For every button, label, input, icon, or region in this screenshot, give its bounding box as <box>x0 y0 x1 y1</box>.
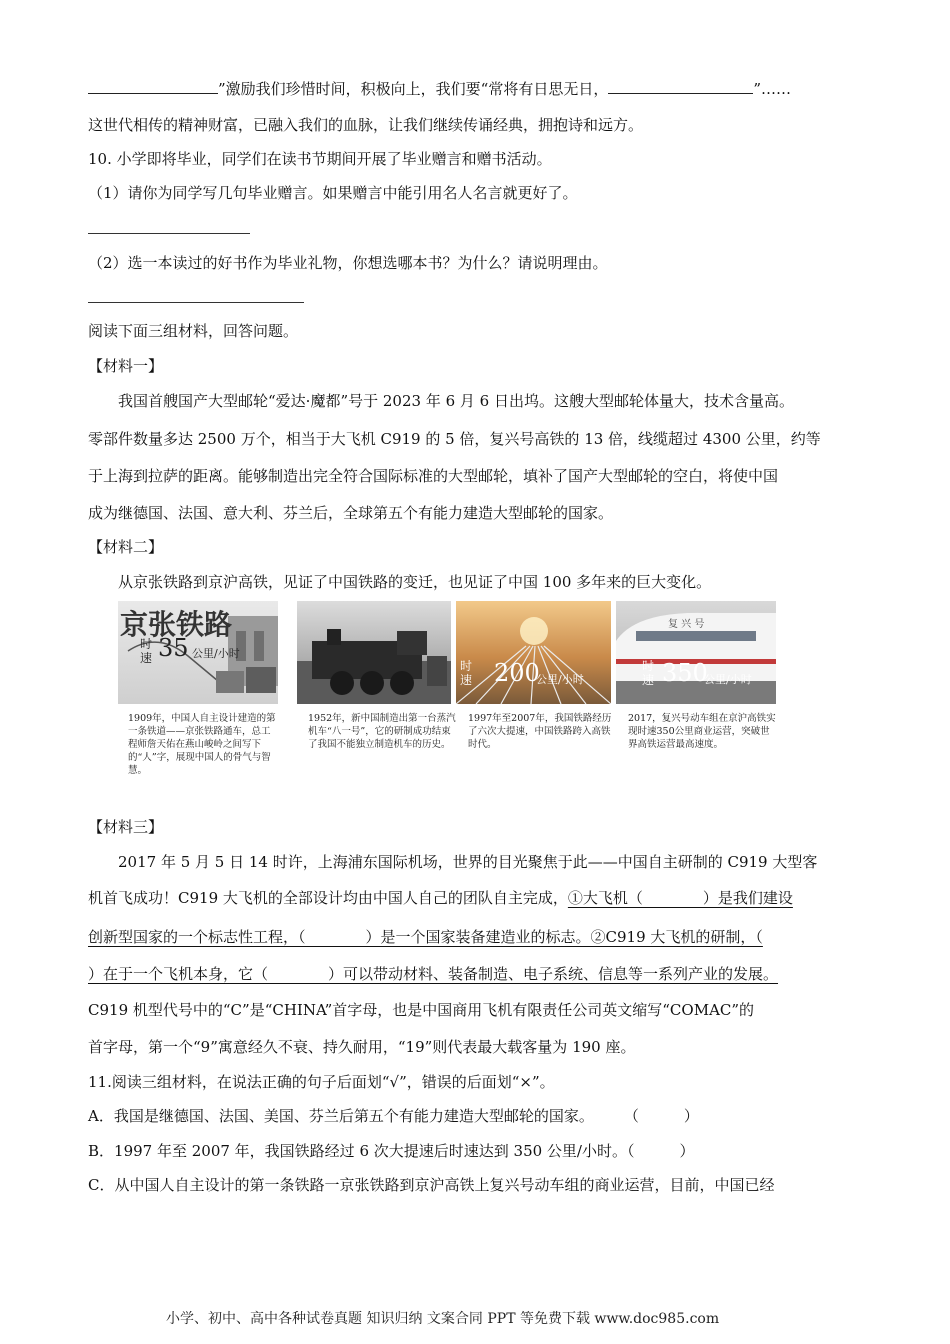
speed-label: 时 速 <box>642 659 655 687</box>
train-name: 复 兴 号 <box>668 619 705 630</box>
speed-label: 时 速 <box>140 637 153 665</box>
question-11: 11.阅读三组材料，在说法正确的句子后面划“√”，错误的后面划“×”。 <box>88 1073 555 1091</box>
material-3-text: 机首飞成功！C919 大飞机的全部设计均由中国人自己的团队自主完成，①大飞机（ ）是我们建设 <box>88 889 793 907</box>
answer-blank[interactable] <box>88 78 218 94</box>
speed-unit: 公里/小时 <box>192 647 240 660</box>
material-1-text: 于上海到拉萨的距离。能够制造出完全符合国际标准的大型邮轮，填补了国产大型邮轮的空白，将使中国 <box>88 467 779 485</box>
material-3-text: 2017 年 5 月 5 日 14 时许，上海浦东国际机场，世界的目光聚焦于此——中国自主研制的 C919 大型客 <box>118 853 818 871</box>
option-b[interactable]: B．1997 年至 2007 年，我国铁路经过 6 次大提速后时速达到 350 公里/小时。（ ） <box>88 1142 695 1160</box>
high-speed-tracks-image <box>456 601 611 704</box>
speed-unit: 公里/小时 <box>704 673 752 686</box>
answer-blank[interactable] <box>608 78 753 94</box>
material-3-heading: 【材料三】 <box>88 818 164 836</box>
question-10-part-2: （2）选一本读过的好书作为毕业礼物，你想选哪本书？为什么？请说明理由。 <box>88 254 608 272</box>
underlined-sentence: ）在于一个飞机本身，它（ ）可以带动材料、装备制造、电子系统、信息等一系列产业的发展。 <box>88 965 779 983</box>
speed-unit: 公里/小时 <box>536 673 584 686</box>
speed-label: 时 速 <box>460 659 473 687</box>
answer-line[interactable] <box>88 233 250 234</box>
panel-title: 京张铁路 <box>120 608 233 641</box>
material-3-text: 首字母，第一个“9”寓意经久不衰、持久耐用，“19”则代表最大载客量为 190 座。 <box>88 1038 636 1056</box>
underlined-sentence: 创新型国家的一个标志性工程，（ ）是一个国家装备建造业的标志。②C919 大飞机的研制，（ <box>88 928 763 946</box>
panel-caption: 1952年，新中国制造出第一台蒸汽机车“八一号”，它的研制成功结束了我国不能独立制造机车的历史。 <box>308 713 456 750</box>
panel-caption: 1909年，中国人自主设计建造的第一条铁道——京张铁路通车，总工程师詹天佑在燕山峻岭之间写下的“人”字，展现中国人的骨气与智慧。 <box>128 713 276 776</box>
question-10: 10. 小学即将毕业，同学们在读书节期间开展了毕业赠言和赠书活动。 <box>88 150 552 168</box>
intro-line-2: 这世代相传的精神财富，已融入我们的血脉，让我们继续传诵经典，拥抱诗和远方。 <box>88 116 644 134</box>
steam-locomotive-image <box>297 601 451 704</box>
option-c[interactable]: C．从中国人自主设计的第一条铁路一京张铁路到京沪高铁上复兴号动车组的商业运营，目前，中国已经 <box>88 1176 775 1194</box>
intro-line-1: ”激励我们珍惜时间，积极向上，我们要“常将有日思无日， ”…… <box>88 78 791 99</box>
material-1-text: 零部件数量多达 2500 万个，相当于大飞机 C919 的 5 倍，复兴号高铁的 13 倍，线缆超过 4300 公里，约等 <box>88 430 821 448</box>
panel-caption: 2017，复兴号动车组在京沪高铁实现时速350公里商业运营，突破世界高铁运营最高速度。 <box>628 713 776 750</box>
page-footer: 小学、初中、高中各种试卷真题 知识归纳 文案合同 PPT 等免费下载 www.doc985.com <box>166 1311 720 1327</box>
speed-value: 350 <box>662 659 708 687</box>
question-10-part-1: （1）请你为同学写几句毕业赠言。如果赠言中能引用名人名言就更好了。 <box>88 184 578 202</box>
material-1-heading: 【材料一】 <box>88 357 164 375</box>
speed-value: 35 <box>158 634 189 662</box>
material-3-text: C919 机型代号中的“C”是“CHINA”首字母，也是中国商用飞机有限责任公司英文缩写“COMAC”的 <box>88 1001 755 1019</box>
reading-intro: 阅读下面三组材料，回答问题。 <box>88 322 299 340</box>
answer-line[interactable] <box>88 302 304 303</box>
material-1-text: 我国首艘国产大型邮轮“爱达·魔都”号于 2023 年 6 月 6 日出坞。这艘大型邮轮体量大，技术含量高。 <box>118 392 794 410</box>
underlined-sentence: ①大飞机（ ）是我们建设 <box>567 889 793 907</box>
jingzhang-railway-image <box>118 601 278 704</box>
material-1-text: 成为继德国、法国、意大利、芬兰后，全球第五个有能力建造大型邮轮的国家。 <box>88 504 614 522</box>
option-a[interactable]: A．我国是继德国、法国、美国、芬兰后第五个有能力建造大型邮轮的国家。 （ ） <box>88 1107 699 1125</box>
fuxing-train-image <box>616 601 776 704</box>
material-2-heading: 【材料二】 <box>88 538 164 556</box>
material-2-text: 从京张铁路到京沪高铁，见证了中国铁路的变迁，也见证了中国 100 多年来的巨大变化。 <box>118 573 712 591</box>
speed-value: 200 <box>494 659 540 687</box>
panel-caption: 1997年至2007年，我国铁路经历了六次大提速，中国铁路跨入高铁时代。 <box>468 713 612 750</box>
